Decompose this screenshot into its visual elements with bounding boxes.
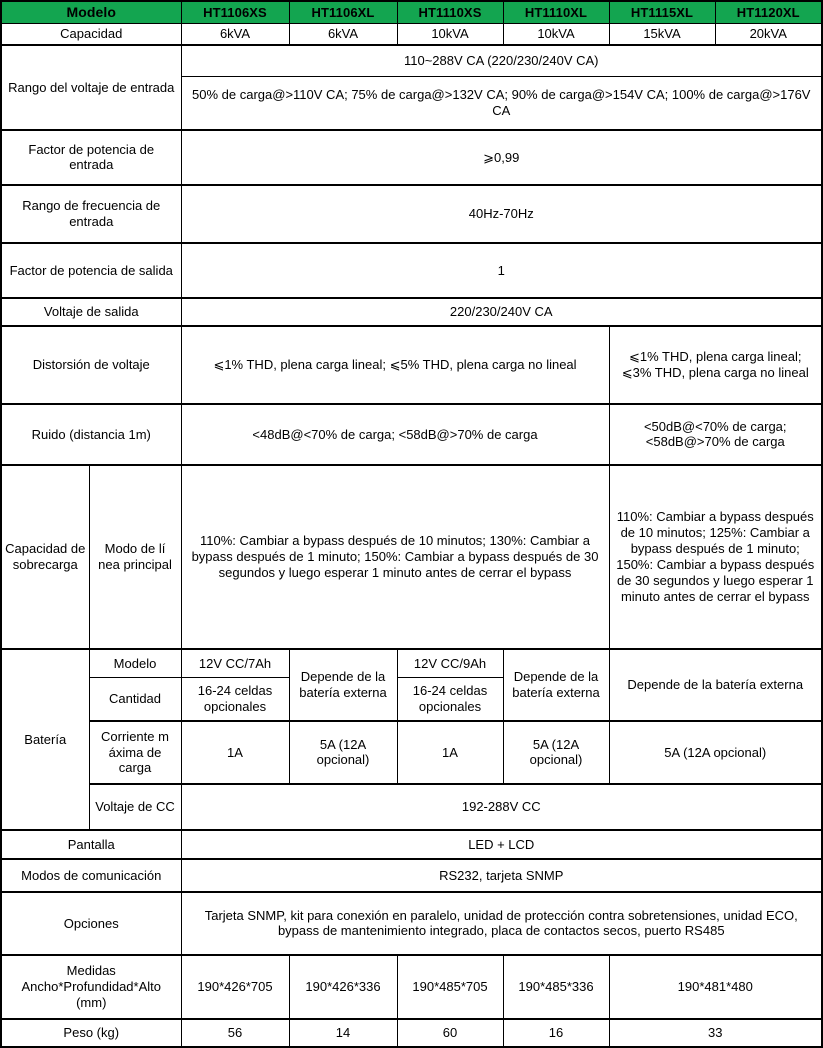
bateria-modelo-c3: 12V CC/9Ah <box>397 649 503 678</box>
header-model-ht1120xl: HT1120XL <box>715 1 822 24</box>
row-bateria-voltaje-cc <box>1 784 822 830</box>
row-label-comunicacion: Modos de comunicación <box>1 859 181 892</box>
medidas-c1: 190*426*705 <box>181 955 289 1019</box>
medidas-c3: 190*485*705 <box>397 955 503 1019</box>
bateria-externa-c2: Depende de la batería externa <box>289 649 397 721</box>
bateria-corriente-c2: 5A (12A opcional) <box>289 721 397 784</box>
capacidad-value-6: 20kVA <box>715 24 822 45</box>
peso-c3: 60 <box>397 1019 503 1047</box>
bateria-cantidad-c3: 16-24 celdas opcionales <box>397 677 503 721</box>
row-label-factor-potencia-entrada: Factor de potencia de entrada <box>1 130 181 185</box>
row-pantalla <box>1 830 822 859</box>
row-label-capacidad-sobrecarga: Capacidad de sobrecarga <box>1 465 89 649</box>
row-label-rango-voltaje-entrada: Rango del voltaje de entrada <box>1 45 181 130</box>
table-header <box>1 1 822 24</box>
distorsion-voltaje-main: ⩽1% THD, plena carga lineal; ⩽5% THD, plena carga no lineal <box>181 326 609 404</box>
factor-potencia-salida-value: 1 <box>181 243 822 298</box>
medidas-c4: 190*485*336 <box>503 955 609 1019</box>
row-peso <box>1 1019 822 1047</box>
row-medidas <box>1 955 822 1019</box>
rango-frecuencia-entrada-value: 40Hz-70Hz <box>181 185 822 243</box>
bateria-corriente-c56: 5A (12A opcional) <box>609 721 822 784</box>
rango-voltaje-entrada-line2: 50% de carga@>110V CA; 75% de carga@>132V CA; 90% de carga@>154V CA; 100% de carga@>176V CA <box>181 76 822 130</box>
ruido-main: <48dB@<70% de carga; <58dB@>70% de carga <box>181 404 609 465</box>
row-voltaje-salida <box>1 298 822 326</box>
row-label-distorsion-voltaje: Distorsión de voltaje <box>1 326 181 404</box>
header-label-modelo: Modelo <box>1 1 181 24</box>
row-bateria-corriente-maxima <box>1 721 822 784</box>
voltaje-salida-value: 220/230/240V CA <box>181 298 822 326</box>
peso-c2: 14 <box>289 1019 397 1047</box>
ruido-right: <50dB@<70% de carga; <58dB@>70% de carga <box>609 404 822 465</box>
bateria-modelo-c1: 12V CC/7Ah <box>181 649 289 678</box>
pantalla-value: LED + LCD <box>181 830 822 859</box>
header-row <box>1 1 822 24</box>
comunicacion-value: RS232, tarjeta SNMP <box>181 859 822 892</box>
header-model-ht1110xl: HT1110XL <box>503 1 609 24</box>
bateria-corriente-c1: 1A <box>181 721 289 784</box>
bateria-corriente-c4: 5A (12A opcional) <box>503 721 609 784</box>
row-label-peso: Peso (kg) <box>1 1019 181 1047</box>
header-model-ht1115xl: HT1115XL <box>609 1 715 24</box>
capacidad-value-2: 6kVA <box>289 24 397 45</box>
bateria-cantidad-c1: 16-24 celdas opcionales <box>181 677 289 721</box>
capacidad-value-5: 15kVA <box>609 24 715 45</box>
row-opciones <box>1 892 822 955</box>
capacidad-value-1: 6kVA <box>181 24 289 45</box>
capacidad-value-3: 10kVA <box>397 24 503 45</box>
row-label-bateria: Batería <box>1 649 89 830</box>
bateria-voltaje-cc-value: 192-288V CC <box>181 784 822 830</box>
medidas-c2: 190*426*336 <box>289 955 397 1019</box>
peso-c56: 33 <box>609 1019 822 1047</box>
row-factor-potencia-entrada <box>1 130 822 185</box>
factor-potencia-entrada-value: ⩾0,99 <box>181 130 822 185</box>
row-label-ruido: Ruido (distancia 1m) <box>1 404 181 465</box>
header-model-ht1106xl: HT1106XL <box>289 1 397 24</box>
row-distorsion-voltaje <box>1 326 822 404</box>
row-capacidad <box>1 24 822 45</box>
sub-label-bateria-voltaje-cc: Voltaje de CC <box>89 784 181 830</box>
distorsion-voltaje-right: ⩽1% THD, plena carga lineal; ⩽3% THD, plena carga no lineal <box>609 326 822 404</box>
bateria-externa-c56: Depende de la batería externa <box>609 649 822 721</box>
row-label-voltaje-salida: Voltaje de salida <box>1 298 181 326</box>
row-capacidad-sobrecarga <box>1 465 822 649</box>
row-rango-frecuencia-entrada <box>1 185 822 243</box>
row-label-rango-frecuencia-entrada: Rango de frecuencia de entrada <box>1 185 181 243</box>
peso-c1: 56 <box>181 1019 289 1047</box>
medidas-c56: 190*481*480 <box>609 955 822 1019</box>
opciones-value: Tarjeta SNMP, kit para conexión en paralelo, unidad de protección contra sobretensiones, unidad ECO, bypass de mantenimiento integrado, placa de contactos secos, puerto RS485 <box>181 892 822 955</box>
capacidad-sobrecarga-right: 110%: Cambiar a bypass después de 10 minutos; 125%: Cambiar a bypass después de 1 minuto; 150%: Cambiar a bypass después de 30 segundos y luego esperar 1 minuto antes de cerrar el bypass <box>609 465 822 649</box>
peso-c4: 16 <box>503 1019 609 1047</box>
row-ruido <box>1 404 822 465</box>
rango-voltaje-entrada-line1: 110~288V CA (220/230/240V CA) <box>181 45 822 77</box>
row-rango-voltaje-entrada-line1 <box>1 45 822 77</box>
bateria-corriente-c3: 1A <box>397 721 503 784</box>
header-model-ht1110xs: HT1110XS <box>397 1 503 24</box>
row-factor-potencia-salida <box>1 243 822 298</box>
row-label-medidas: Medidas Ancho*Profundidad*Alto (mm) <box>1 955 181 1019</box>
bateria-externa-c4: Depende de la batería externa <box>503 649 609 721</box>
row-comunicacion <box>1 859 822 892</box>
capacidad-value-4: 10kVA <box>503 24 609 45</box>
row-label-opciones: Opciones <box>1 892 181 955</box>
sub-label-bateria-corriente-maxima: Corriente m áxima de carga <box>89 721 181 784</box>
row-label-capacidad: Capacidad <box>1 24 181 45</box>
sub-label-bateria-cantidad: Cantidad <box>89 677 181 721</box>
sub-label-modo-linea-principal: Modo de lí nea principal <box>89 465 181 649</box>
row-label-pantalla: Pantalla <box>1 830 181 859</box>
capacidad-sobrecarga-main: 110%: Cambiar a bypass después de 10 minutos; 130%: Cambiar a bypass después de 1 minuto; 150%: Cambiar a bypass después de 30 segundos y luego esperar 1 minuto antes de cerrar el bypass <box>181 465 609 649</box>
table-body <box>1 24 822 1047</box>
row-label-factor-potencia-salida: Factor de potencia de salida <box>1 243 181 298</box>
sub-label-bateria-modelo: Modelo <box>89 649 181 678</box>
header-model-ht1106xs: HT1106XS <box>181 1 289 24</box>
row-bateria-modelo <box>1 649 822 678</box>
